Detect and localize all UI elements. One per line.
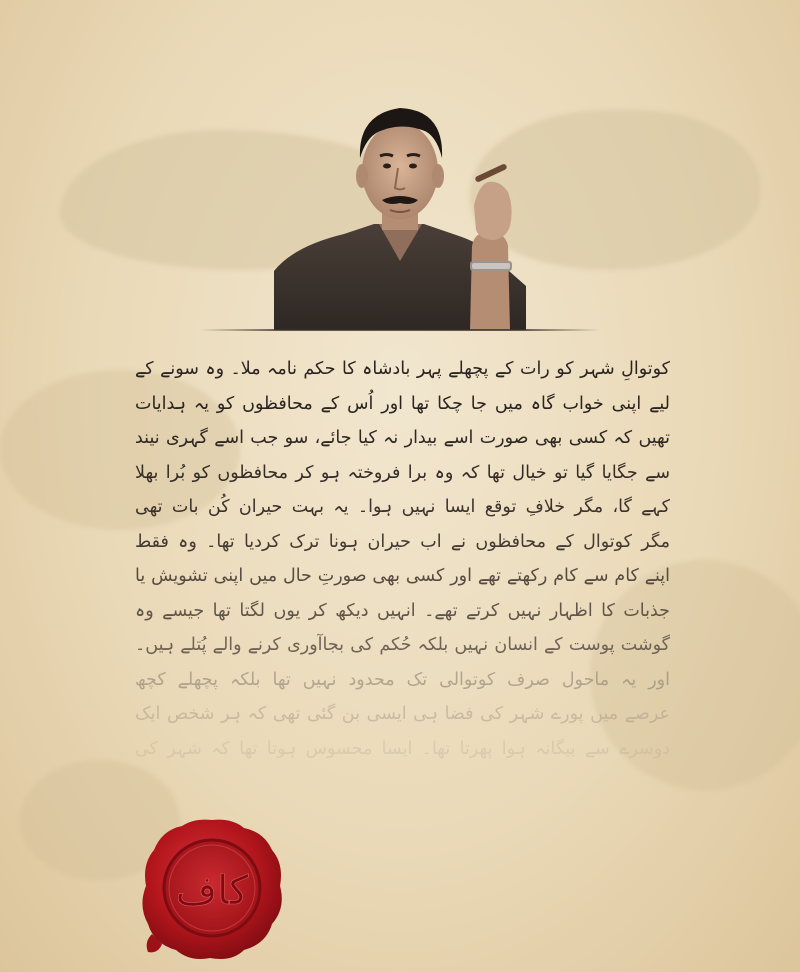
text-line: دوسرے سے بیگانہ ہوا پھرتا تھا۔ ایسا محسوس ہوتا تھا کہ شہر کی — [135, 738, 670, 759]
text-line: اور یہ ماحول صرف کوتوالی تک محدود نہیں تھا بلکہ پچھلے کچھ — [135, 669, 670, 690]
text-line: جذبات کا اظہار نہیں کرتے تھے۔ انہیں دیکھ کر یوں لگتا تھا جیسے وہ — [135, 600, 670, 621]
urdu-story-text — [135, 352, 670, 766]
text-line: سے جگایا گیا تو خیال تھا کہ وہ برا فروختہ ہو کر محافظوں کو بُرا بھلا — [135, 462, 670, 483]
text-line: کوتوالِ شہر کو رات کے پچھلے پہر بادشاہ کا حکم نامہ ملا۔ وہ سونے کے — [135, 359, 670, 379]
text-line: عرصے میں پورے شہر کی فضا ہی ایسی بن گئی تھی کہ ہر شخص ایک — [135, 704, 670, 724]
author-portrait — [274, 96, 526, 330]
text-line: گوشت پوست کے انسان نہیں بلکہ حُکم کی بجاآوری کرنے والے پُتلے ہیں۔ — [135, 635, 670, 655]
text-line: لیے اپنی خواب گاہ میں جا چکا تھا اور اُس کے محافظوں کو یہ ہدایات — [135, 393, 670, 414]
text-line: تھیں کہ کسی بھی صورت اسے بیدار نہ کیا جائے، سو جب اسے گہری نیند — [135, 428, 670, 448]
text-line: کہے گا، مگر خلافِ توقع ایسا نہیں ہوا۔ یہ بہت حیران کُن بات تھی — [135, 497, 670, 517]
seal-letters: کاف — [175, 868, 249, 914]
divider-line — [200, 329, 600, 331]
text-line: اپنے کام سے کام رکھتے تھے اور کسی بھی صورتِ حال میں اپنی تشویش یا — [135, 566, 670, 586]
text-line: مگر کوتوال کے محافظوں نے اب حیران ہونا ترک کردیا تھا۔ وہ فقط — [135, 531, 670, 552]
portrait-photo — [274, 96, 526, 330]
wax-seal — [140, 816, 285, 961]
wax-seal-icon — [140, 816, 285, 961]
